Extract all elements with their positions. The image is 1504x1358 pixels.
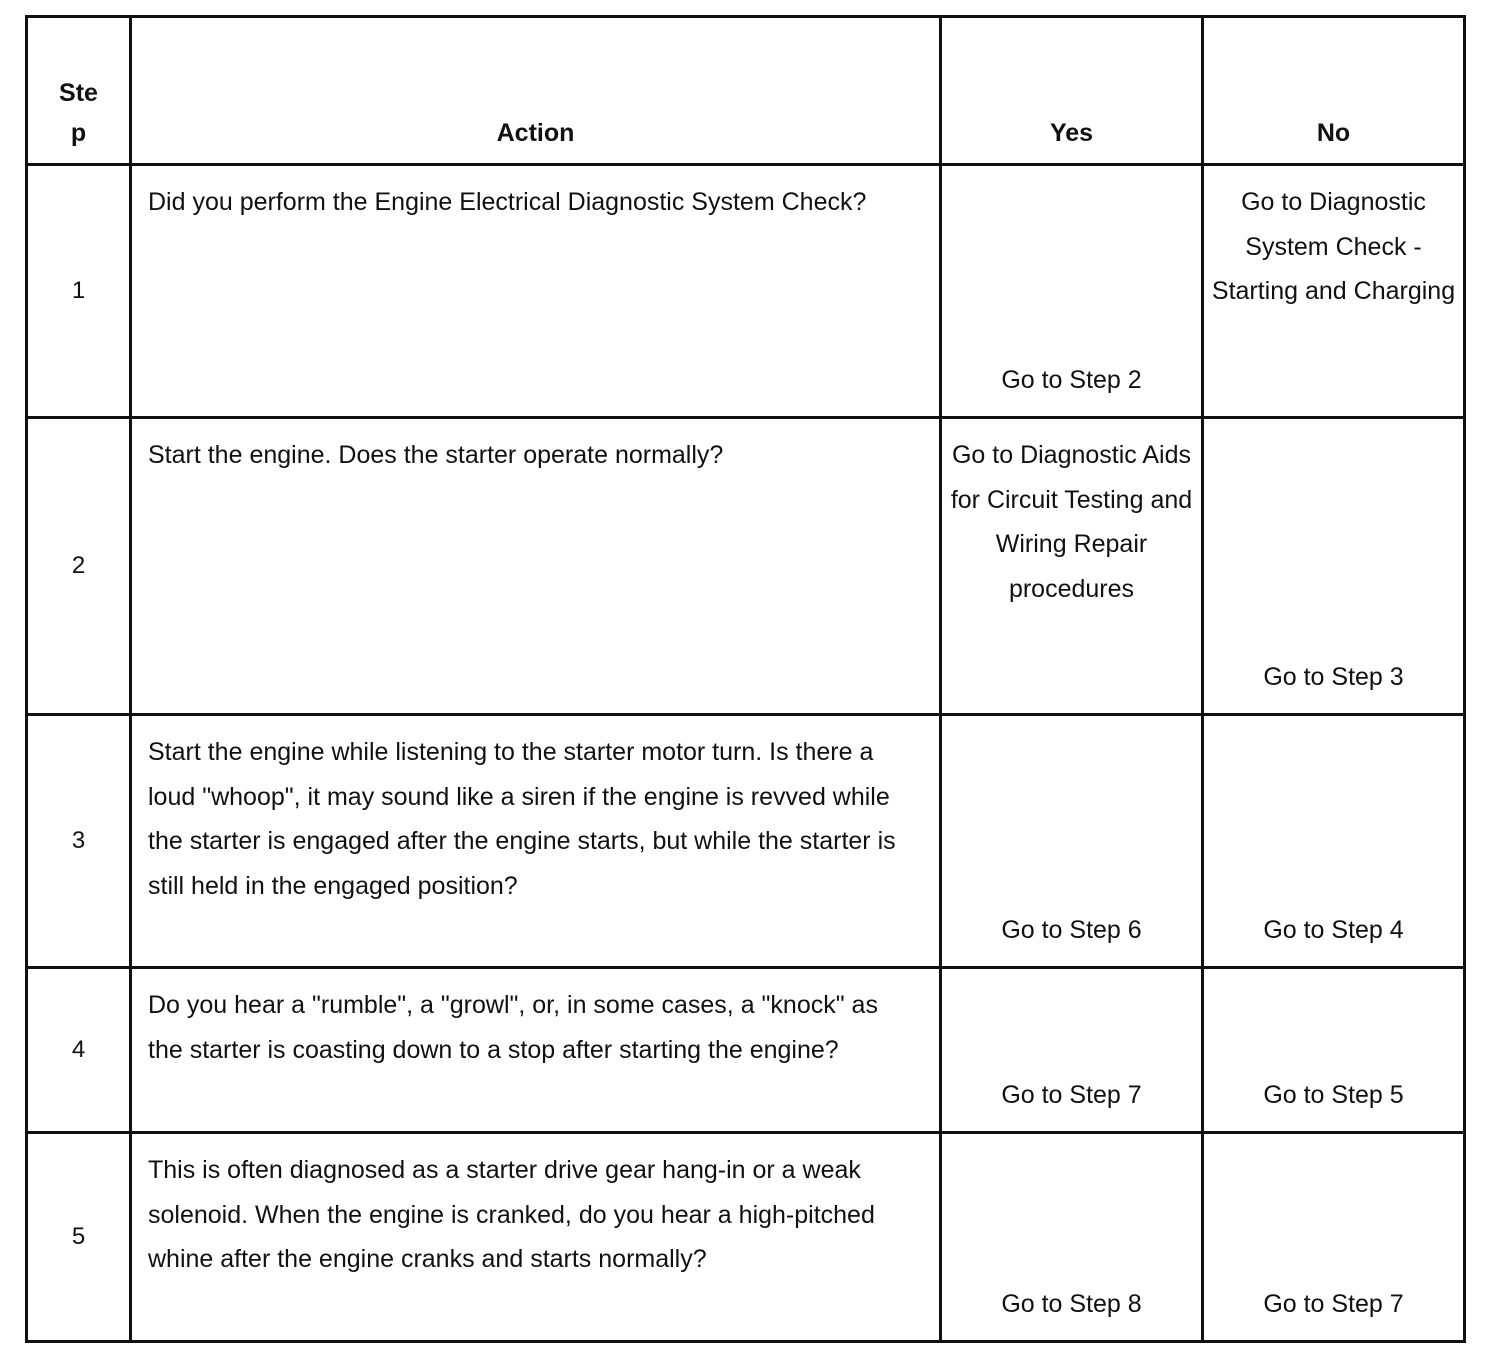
yes-result: Go to Step 8 — [941, 1133, 1203, 1342]
table-row — [27, 715, 1465, 968]
yes-result: Go to Step 2 — [941, 165, 1203, 418]
step-number: 1 — [27, 165, 131, 418]
yes-result: Go to Step 7 — [941, 968, 1203, 1133]
table-row — [27, 165, 1465, 418]
table-row — [27, 1133, 1465, 1342]
no-result: Go to Step 7 — [1203, 1133, 1465, 1342]
header-action: Action — [131, 17, 941, 165]
no-result: Go to Step 4 — [1203, 715, 1465, 968]
no-result: Go to Step 5 — [1203, 968, 1465, 1133]
step-number: 2 — [27, 418, 131, 715]
header-no: No — [1203, 17, 1465, 165]
step-number: 5 — [27, 1133, 131, 1342]
action-text: Start the engine. Does the starter operate normally? — [131, 418, 941, 715]
header-step: Step — [27, 17, 131, 165]
action-text: Did you perform the Engine Electrical Diagnostic System Check? — [131, 165, 941, 418]
action-text: Do you hear a "rumble", a "growl", or, in some cases, a "knock" as the starter is coasting down to a stop after starting the engine? — [131, 968, 941, 1133]
table-row — [27, 968, 1465, 1133]
yes-result: Go to Step 6 — [941, 715, 1203, 968]
diagnostic-table — [25, 15, 1466, 1343]
no-result: Go to Diagnostic System Check - Starting and Charging — [1203, 165, 1465, 418]
action-text: Start the engine while listening to the starter motor turn. Is there a loud "whoop", it may sound like a siren if the engine is revved while the starter is engaged after the engine starts, but while the starter is still held in the engaged position? — [131, 715, 941, 968]
no-result: Go to Step 3 — [1203, 418, 1465, 715]
header-row — [27, 17, 1465, 165]
step-number: 4 — [27, 968, 131, 1133]
yes-result: Go to Diagnostic Aids for Circuit Testing and Wiring Repair procedures — [941, 418, 1203, 715]
step-number: 3 — [27, 715, 131, 968]
table-row — [27, 418, 1465, 715]
action-text: This is often diagnosed as a starter drive gear hang-in or a weak solenoid. When the engine is cranked, do you hear a high-pitched whine after the engine cranks and starts normally? — [131, 1133, 941, 1342]
header-yes: Yes — [941, 17, 1203, 165]
